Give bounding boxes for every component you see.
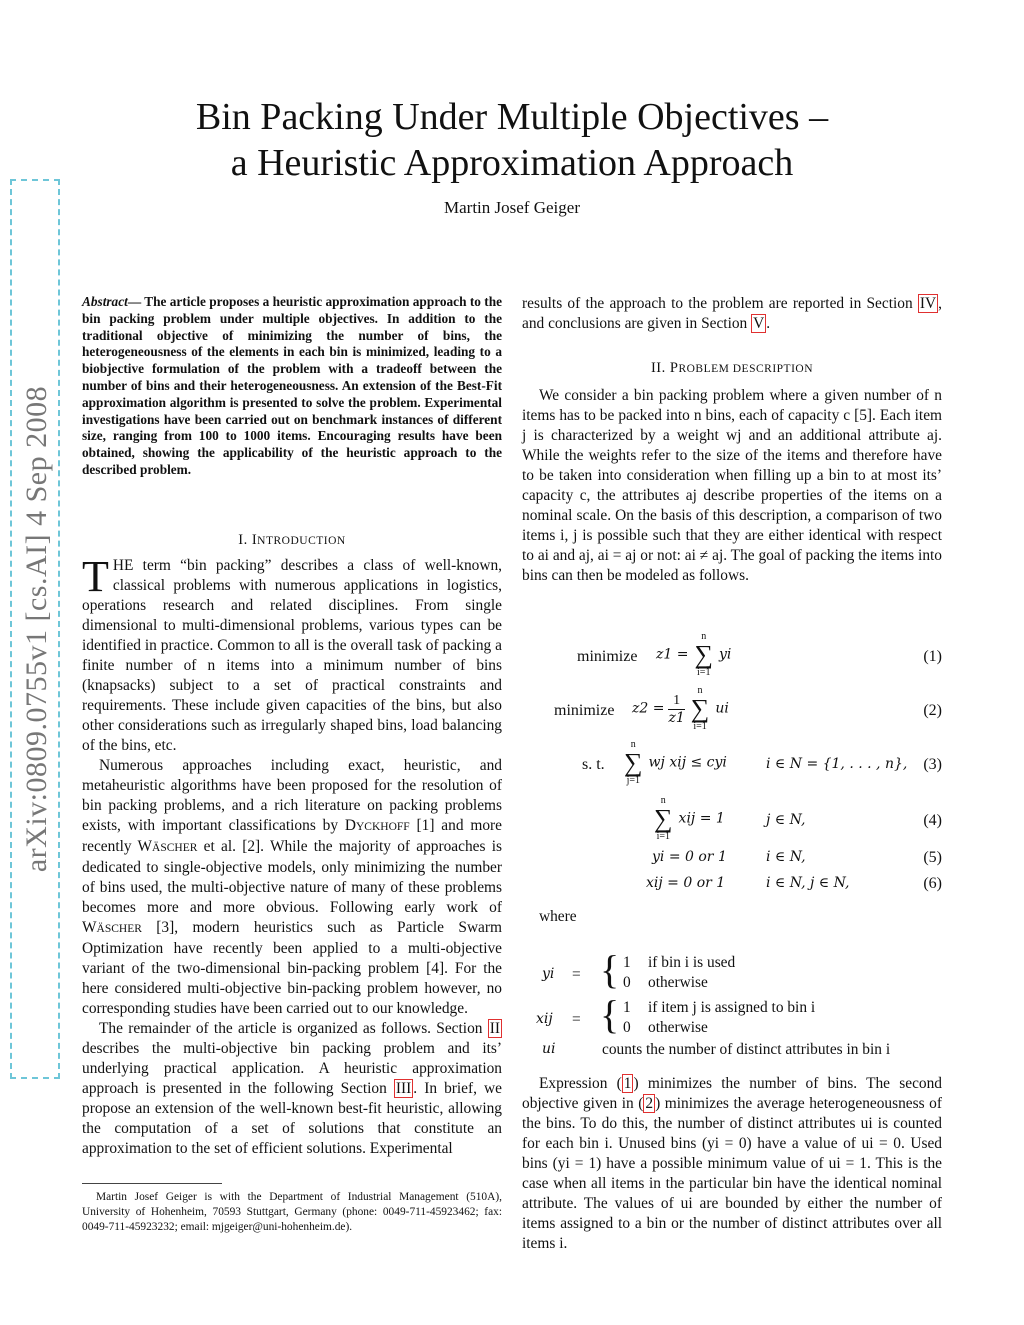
brace-x: { [600, 992, 620, 1037]
section-number: I. I [238, 532, 258, 548]
def-x-equals: = [572, 1011, 581, 1028]
optimization-model [522, 628, 942, 898]
intro-text-2c: et al. [2]. While the majority of approaches is dedicated to single-objective models, only minimizing the number of bins used, the multi-objective nature of many of these problems becomes more and more obvious. Following early work of W [82, 838, 502, 936]
section-title-2: ROBLEM DESCRIPTION [678, 363, 814, 375]
constraint-3-domain: i ∈ N = {1, . . . , n}, [766, 756, 908, 772]
section-number-2: II. P [650, 360, 679, 376]
fraction [668, 693, 684, 726]
expr-text-c: ) minimizes the average heterogeneousness of the bins. To do this, the number of distinct attributes ui is counted for each bin i. Unused bins (yi = 0) have a value of ui = 0. Used bins (yi = 1) have a possible minimum value of ui = 1. This is the case when all items in the particular bin have the identical nominal attribute. The values of ui are bounded by either the number of items assigned to a bin or the number of distinct attributes over all items i. [522, 1095, 942, 1252]
constraint-5-domain: i ∈ N, [766, 849, 806, 865]
objective-1 [656, 632, 731, 678]
objective-2-label: minimize [554, 702, 615, 719]
footnote-rule [82, 1183, 222, 1184]
equation-number-1: (1) [923, 648, 942, 665]
constraint-6: xij = 0 or 1 [646, 875, 726, 891]
right-text-b: , and conclusions are given in Section [522, 295, 942, 332]
equation-number-5: (5) [923, 849, 942, 866]
right-text-c: . [766, 315, 771, 332]
drop-cap: T [82, 552, 109, 601]
section-link-v[interactable]: V [753, 315, 765, 332]
sum-lower: i=1 [656, 831, 670, 842]
intro-text-1: HE term “bin packing” describes a class of well-known, classical problems with numerous applications in logistics, operations research and related disciplines. From single dimensional to multi-dimensional problems, various types can be identified in practice. Common to all is the overall task of packing a finite number of n items into a minimum number of bins (knapsacks) subject to a set of practical constraints and requirements. These include given capacities of the bins, but also other considerations such as irregularly shaped bins, load balancing of the bins, etc. [82, 557, 502, 754]
intro-text-2b: [1] and more recently W [82, 817, 502, 855]
assignment-constraint: xij = 1 [678, 810, 725, 827]
sum-lower: i=1 [697, 667, 711, 678]
def-u-description: counts the number of distinct attributes in bin i [602, 1041, 891, 1058]
z2: z2 = [632, 700, 665, 717]
def-x-symbol: xij [536, 1011, 553, 1027]
section-title: NTRODUCTION [257, 535, 346, 547]
brace-y: { [600, 947, 620, 992]
problem-text: We consider a bin packing problem where a given number of n items has to be packed into n bins, each of capacity c [5]. Each item j is characterized by a weight wj and an additional attribute aj. While the weights refer to the size of the items and therefore have to be taken into consideration when filling up a bin to at most its’ capacity c, the attributes aj describe properties of the items on a nominal scale. On the basis of this description, a comparison of two items i, j is possible such that they are either identical with respect to ai and aj, ai = aj or not: ai ≠ aj. The goal of packing the items into bins can then be modeled as follows. [522, 387, 942, 584]
abstract-label: Abstract [82, 294, 128, 309]
fraction-numerator: 1 [668, 693, 684, 710]
title-line-2: a Heuristic Approximation Approach [230, 142, 794, 184]
subject-to-label: s. t. [582, 756, 605, 773]
intro-text-2d: [3], modern heuristics such as Particle Swarm Optimization have recently been applied to a multi-objective variant of the two-dimensional bin-packing problem [4]. For the here considered multi-objective bin-packing problem however, no corresponding studies have been carried out to our knowledge. [82, 919, 502, 1017]
sum-symbol: n ∑ i=1 [690, 685, 710, 732]
y-i: yi [719, 646, 732, 663]
objective-1-label: minimize [577, 648, 638, 665]
sum-upper: n [660, 795, 666, 806]
def-y-one: 1 [623, 954, 631, 971]
u-i: ui [715, 700, 729, 717]
def-y-used: if bin i is used [648, 954, 736, 971]
intro-paragraph-1 [82, 552, 502, 756]
where-label: where [539, 908, 577, 925]
sum-upper: n [630, 739, 636, 750]
section-link-ii[interactable]: II [489, 1020, 500, 1037]
footnote: Martin Josef Geiger is with the Department of Industrial Management (510A), University of Hohenheim, 70593 Stuttgart, Germany (phone: 0049-711-45923462; fax: 0049-711-45923232; email: mjgeiger@uni-hohenheim.de). [82, 1191, 502, 1233]
intro-text-3b: describes the multi-objective bin packing problem and its’ underlying practical application. A heuristic approximation approach is presented in the following Section [82, 1040, 502, 1097]
author-dyckhoff: YCKHOFF [356, 821, 410, 833]
section-heading-introduction [82, 532, 502, 549]
equation-number-2: (2) [923, 702, 942, 719]
constraint-4-domain: j ∈ N, [766, 812, 806, 828]
constraint-4 [652, 796, 725, 842]
arxiv-identifier[interactable]: arXiv:0809.0755v1 [cs.AI] 4 Sep 2008 [10, 179, 60, 1079]
intro-paragraph-3 [82, 1019, 502, 1159]
introduction-body [82, 552, 502, 1159]
def-x-otherwise: otherwise [648, 1019, 708, 1036]
section-heading-problem [522, 360, 942, 377]
section-link-iii[interactable]: III [395, 1080, 412, 1097]
def-y-symbol: yi [542, 966, 555, 982]
author-wascher-2: ÄSCHER [96, 923, 142, 935]
def-x-one: 1 [623, 999, 631, 1016]
sum-upper: n [701, 631, 707, 642]
section-link-iv[interactable]: IV [919, 295, 937, 312]
expr-text-a: Expression ( [539, 1075, 622, 1092]
capacity-constraint: wj xij ≤ cyi [648, 754, 727, 771]
author: Martin Josef Geiger [444, 198, 580, 217]
right-text-a: results of the approach to the problem are reported in Section [522, 295, 918, 312]
paper-title [0, 94, 1024, 186]
equation-number-3: (3) [923, 756, 942, 773]
abstract-text: — The article proposes a heuristic approximation approach to the bin packing problem under multiple objectives. In addition to the traditional objective of minimizing the number of bins, the heterogeneousness of the elements in each bin is minimized, leading to a biobjective formulation of the problem with a tradeoff between the number of bins and their heterogeneousness. An extension of the Best-Fit approximation algorithm is presented to solve the problem. Experimental investigations have been carried out on benchmark instances of different size, ranging from 100 to 1000 items. Encouraging results have been obtained, showing the applicability of the heuristic approach to the described problem. [82, 294, 502, 477]
intro-text-3c: . In brief, we propose an extension of the well-known best-fit heuristic, allowing the computation of a set of solutions that constitute an approximation to the set of efficient solutions. Experimental [82, 1080, 502, 1157]
def-y-zero: 0 [623, 974, 631, 991]
sum-symbol: n ∑ i=1 [694, 631, 714, 678]
def-x-assigned: if item j is assigned to bin i [648, 999, 816, 1016]
def-y-equals: = [572, 966, 581, 983]
expression-paragraph [522, 1074, 942, 1254]
right-intro-continuation [522, 294, 942, 334]
z1: z1 = [656, 646, 689, 663]
intro-text-2a: Numerous approaches including exact, heuristic, and metaheuristic algorithms have been proposed for the resolution of bin packing problems, and a rich literature on packing problems exists, with important classifications by D [82, 757, 502, 834]
sum-upper: n [697, 685, 703, 696]
sum-symbol: n ∑ i=1 [654, 795, 673, 842]
equation-number-6: (6) [923, 875, 942, 892]
constraint-5: yi = 0 or 1 [652, 849, 727, 865]
author-wascher: ÄSCHER [152, 842, 198, 854]
equation-link-1[interactable]: 1 [623, 1075, 632, 1092]
equation-link-2[interactable]: 2 [645, 1095, 654, 1112]
equation-number-4: (4) [923, 812, 942, 829]
sum-symbol: n ∑ j=1 [624, 739, 643, 786]
constraint-6-domain: i ∈ N, j ∈ N, [766, 875, 850, 891]
intro-paragraph-2 [82, 756, 502, 1019]
def-u-symbol: ui [542, 1041, 556, 1057]
sum-lower: i=1 [693, 721, 707, 732]
constraint-3 [622, 740, 727, 786]
variable-definitions [522, 947, 942, 1065]
problem-paragraph [522, 386, 942, 586]
expr-text-b: ) minimizes the number of bins. The second objective given in ( [522, 1075, 942, 1112]
abstract [82, 294, 502, 479]
title-line-1: Bin Packing Under Multiple Objectives – [195, 96, 829, 138]
intro-text-3a: The remainder of the article is organized as follows. Section [99, 1020, 488, 1037]
sum-lower: j=1 [626, 775, 640, 786]
objective-2 [632, 686, 729, 732]
def-y-otherwise: otherwise [648, 974, 708, 991]
fraction-denominator: z1 [668, 709, 685, 726]
def-x-zero: 0 [623, 1019, 631, 1036]
